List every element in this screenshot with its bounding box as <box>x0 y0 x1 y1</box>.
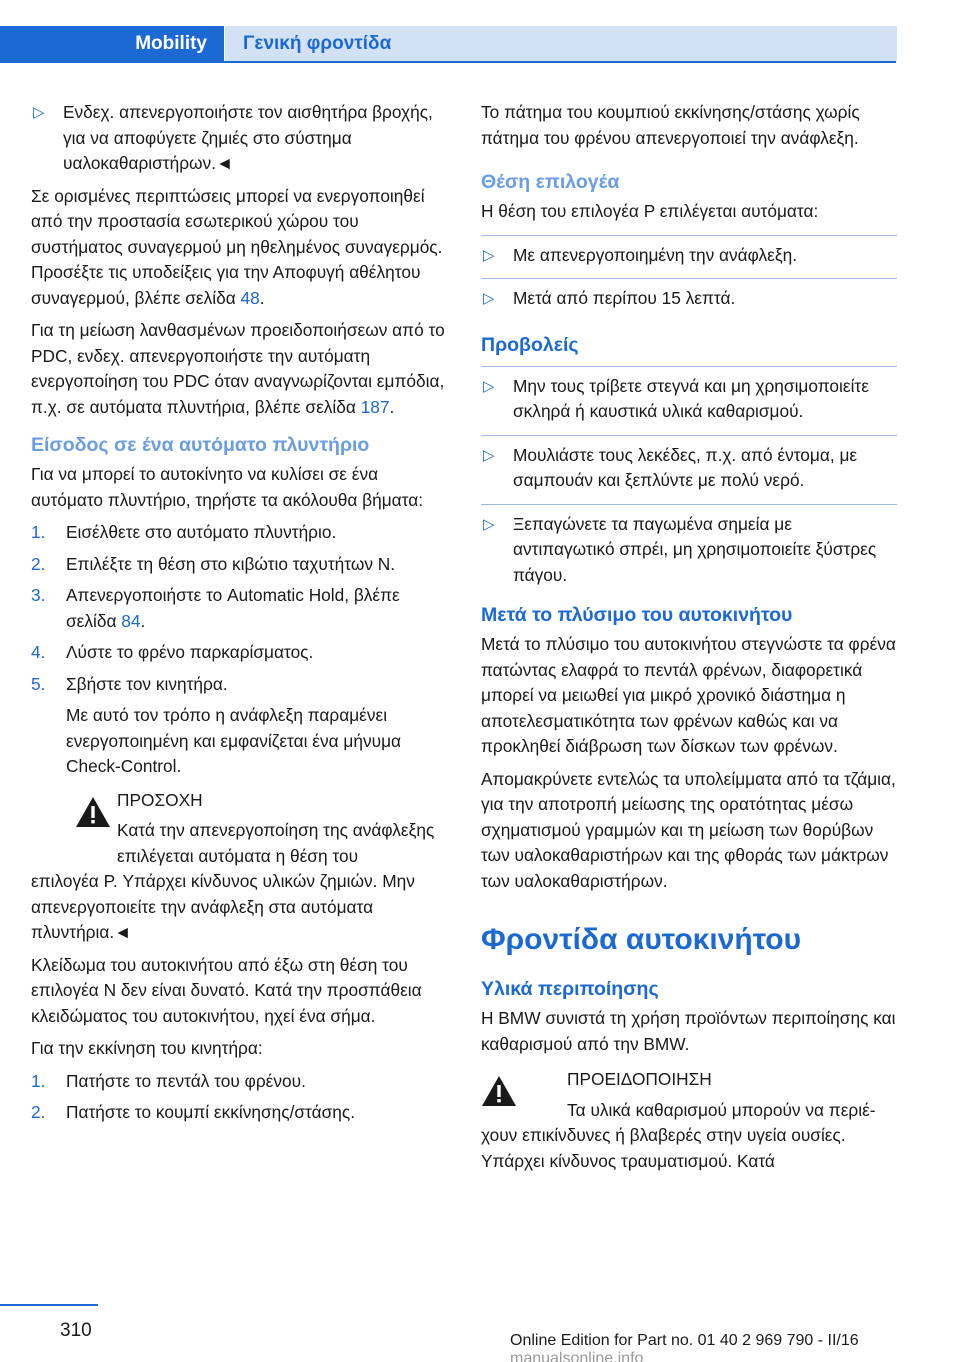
triangle-bullet-icon: ▷ <box>483 246 495 264</box>
step-note: Με αυτό τον τρόπο η ανάφλεξη παραμένει ενεργοποιημένη και εμφανίζεται ένα μήνυμα Check-Control. <box>66 705 402 776</box>
list-item: 1. Πατήστε το πεντάλ του φρένου. <box>31 1070 306 1091</box>
warning-text-continued: επιλογέα P. Υπάρχει κίνδυνος υλικών ζημιών. Μην απενεργοποιείτε την ανάφλεξη στα αυτόματα πλυντήρια.◄ <box>31 871 415 942</box>
list-item: ▷ Μουλιάστε τους λεκέδες, π.χ. από έντομα, με σαμπουάν και ξεπλύντε με πολύ νερό. <box>483 444 858 490</box>
paragraph: Για τη μείωση λανθασμένων προειδοποιήσεων από το PDC, ενδεχ. απενεργοποιήστε την αυτόματη ενεργοποίηση του PDC όταν αναγνωρίζονται εμπόδια, π.χ. σε αυτόματα πλυντήρια, βλέπε σελίδα 187. <box>31 320 445 417</box>
section-heading: Προβολείς <box>481 333 579 356</box>
footer-divider <box>0 1304 98 1306</box>
triangle-bullet-icon: ▷ <box>483 290 495 307</box>
list-item: 5. Σβήστε τον κινητήρα. <box>31 673 228 694</box>
tab-general-care[interactable]: Γενική φροντίδα <box>225 26 897 61</box>
warning-text: Κατά την απενεργοποίηση της ανάφλεξης επιλέγεται αυτόματα η θέση του <box>117 820 435 866</box>
page-number: 310 <box>60 1320 92 1341</box>
divider <box>481 235 897 236</box>
paragraph: Το πάτημα του κουμπιού εκκίνησης/στάσης χωρίς πάτημα του φρένου απενεργοποιεί την ανάφλεξη. <box>481 102 860 148</box>
triangle-bullet-icon: ▷ <box>483 377 495 395</box>
triangle-bullet-icon: ▷ <box>33 104 45 121</box>
divider <box>481 366 897 367</box>
caution-box <box>31 788 449 870</box>
list-item: 3. Απενεργοποιήστε το Automatic Hold, βλέπε σελίδα 84. <box>31 585 400 631</box>
list-item: 4. Λύστε το φρένο παρκαρίσματος. <box>31 642 314 662</box>
warning-icon <box>481 1075 517 1107</box>
list-item: 2. Πατήστε το κουμπί εκκίνησης/στάσης. <box>31 1102 356 1122</box>
footer-edition: Online Edition for Part no. 01 40 2 969 790 - II/16 manualsonline.info <box>510 1332 950 1362</box>
warning-title: ΠΡΟΕΙΔΟΠΟΙΗΣΗ <box>567 1069 712 1089</box>
divider <box>481 504 897 505</box>
list-item: ▷ Μετά από περίπου 15 λεπτά. <box>481 286 897 312</box>
warning-text-continued: χουν επικίνδυνες ή βλαβερές στην υγεία ουσίες. Υπάρχει κίνδυνος τραυματισμού. Κατά <box>481 1125 846 1171</box>
header-divider <box>0 61 896 63</box>
warning-title: ΠΡΟΣΟΧΗ <box>117 789 203 810</box>
triangle-bullet-icon: ▷ <box>483 446 495 464</box>
paragraph: Για την εκκίνηση του κινητήρα: <box>31 1038 263 1058</box>
header-tabs <box>0 0 960 62</box>
watermark: manualsonline.info <box>510 1350 644 1362</box>
left-column <box>31 100 449 1132</box>
list-item: ▷ Μην τους τρίβετε στεγνά και μη χρησιμοποιείτε σκληρά ή καυστικά υλικά καθαρισμού. <box>483 375 869 421</box>
list-item: 2. Επιλέξτε τη θέση στο κιβώτιο ταχυτήτων N. <box>31 553 396 574</box>
tab-mobility[interactable]: Mobility <box>0 26 224 61</box>
paragraph: Η BMW συνιστά τη χρήση προϊόντων περιποίησης και καθαρισμού από την BMW. <box>481 1008 896 1054</box>
paragraph: Για να μπορεί το αυτοκίνητο να κυλίσει σε ένα αυτόματο πλυντήριο, τηρήστε τα ακόλουθα βήματα: <box>31 464 424 510</box>
paragraph: Η θέση του επιλογέα P επιλέγεται αυτόματα: <box>481 201 819 221</box>
divider <box>481 435 897 436</box>
list-item: ▷ Ξεπαγώνετε τα παγωμένα σημεία με αντιπαγωτικό σπρέι, μη χρησιμοποιείτε ξύστρες πάγου. <box>483 513 877 585</box>
paragraph: Κλείδωμα του αυτοκινήτου από έξω στη θέση του επιλογέα N δεν είναι δυνατό. Κατά την προσπάθεια κλειδώματος του αυτοκινήτου, ηχεί ένα σήμα. <box>31 954 422 1026</box>
section-heading: Υλικά περιποίησης <box>481 978 659 1000</box>
divider <box>481 278 897 279</box>
section-heading: Είσοδος σε ένα αυτόματο πλυντήριο <box>31 434 370 456</box>
page-link[interactable]: 84 <box>121 610 141 631</box>
warning-text: Τα υλικά καθαρισμού μπορούν να περιέ- <box>567 1099 876 1120</box>
page-link[interactable]: 48 <box>240 287 260 308</box>
paragraph: Μετά το πλύσιμο του αυτοκινήτου στεγνώστε τα φρένα πατώντας ελαφρά το πεντάλ φρένων, διαφορετικά μπορεί να μειωθεί για μικρό χρονικό διάστημα η αποτελεσματικότητα των φρένων καθώς και να προκληθεί διάβρωση των δίσκων των φρένων. <box>481 634 896 756</box>
triangle-bullet-icon: ▷ <box>483 515 495 533</box>
list-item: ▷ Με απενεργοποιημένη την ανάφλεξη. <box>481 243 897 269</box>
page-link[interactable]: 187 <box>360 396 390 417</box>
right-column <box>481 100 897 1181</box>
chapter-heading: Φροντίδα αυτοκινήτου <box>481 923 802 956</box>
list-item: ▷ Ενδεχ. απενεργοποιήστε τον αισθητήρα βροχής, για να αποφύγετε ζημιές στο σύστημα υαλοκαθαριστήρων.◄ <box>33 102 433 173</box>
warning-box <box>481 1067 897 1123</box>
paragraph: Απομακρύνετε εντελώς τα υπολείμματα από τα τζάμια, για την αποτροπή μείωσης της ορατότητας μέσω σχηματισμού γραμμών και τη μείωση των θορύβων των υαλοκαθαριστήρων και της φθοράς των μάκτρων των υαλοκαθαριστήρων. <box>481 768 896 891</box>
paragraph: Σε ορισμένες περιπτώσεις μπορεί να ενεργοποιηθεί από την προστασία εσωτερικού χώρου του συστήματος συναγερμού μη ηθελημένος συναγερμός. Προσέξτε τις υποδείξεις για την Αποφυγή αθέλητου συναγερμού, βλέπε σελίδα 48. <box>31 185 443 308</box>
section-heading: Μετά το πλύσιμο του αυτοκινήτου <box>481 604 793 626</box>
list-item: 1. Εισέλθετε στο αυτόματο πλυντήριο. <box>31 522 337 542</box>
warning-icon <box>75 796 111 828</box>
section-heading: Θέση επιλογέα <box>481 171 620 193</box>
